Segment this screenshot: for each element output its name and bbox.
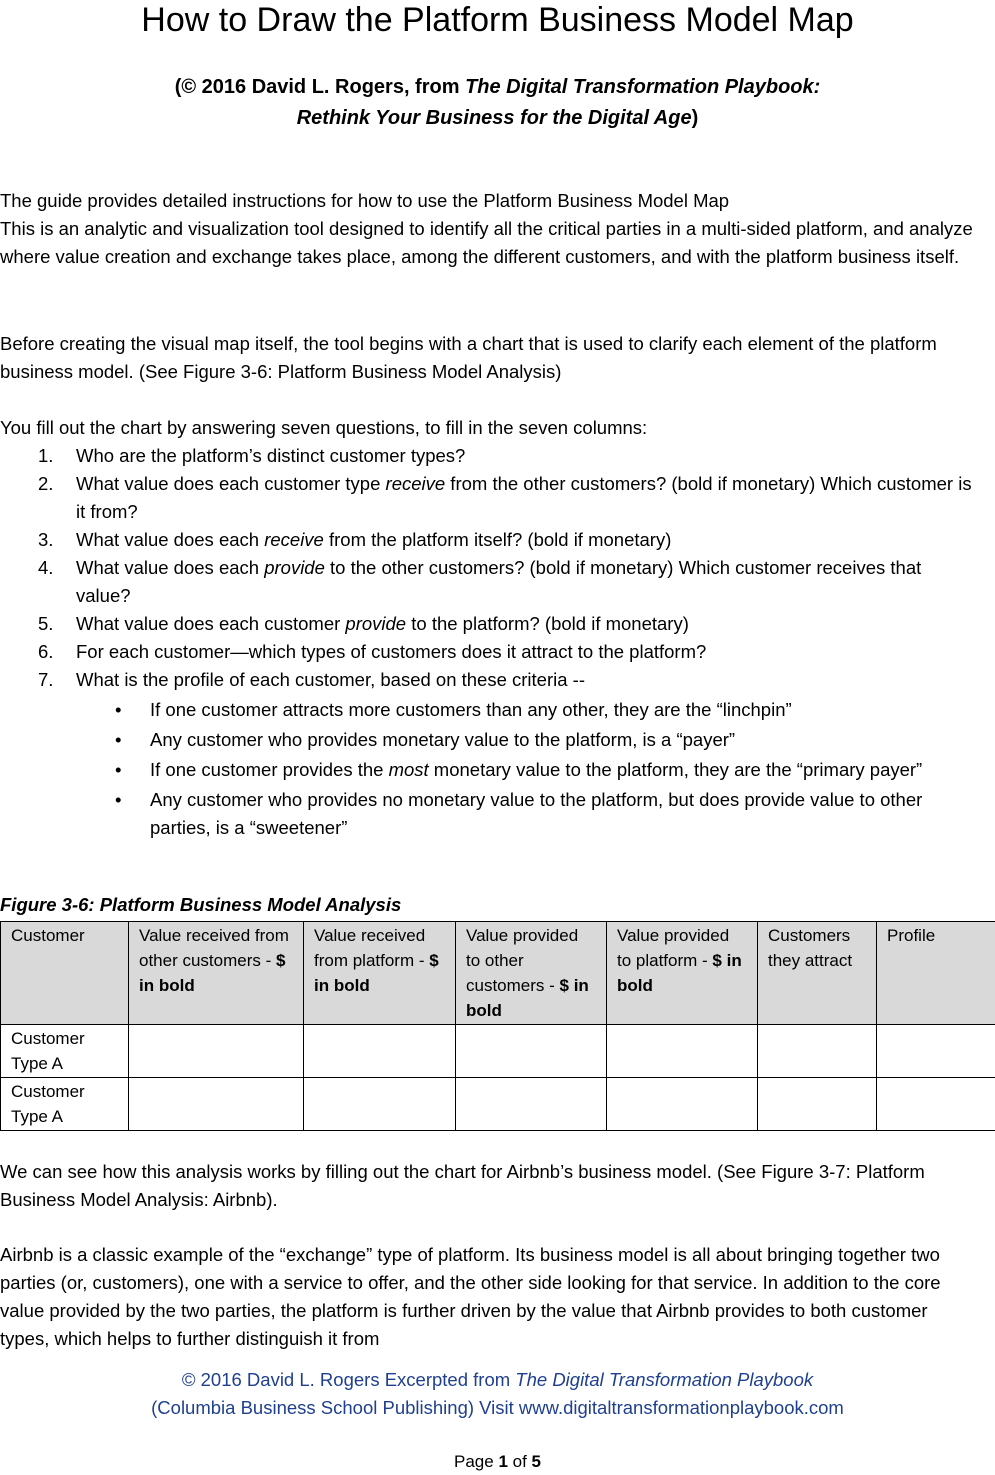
column-header: Value provided to platform - $ in bold	[607, 922, 758, 1025]
criteria-item: • If one customer provides the most monetary value to the platform, they are the “primary payer”	[0, 756, 975, 784]
chart-intro-paragraph	[0, 330, 975, 386]
bullet-icon: •	[115, 729, 122, 750]
intro-line-1: The guide provides detailed instructions for how to use the Platform Business Model Map	[0, 190, 730, 211]
table-cell	[456, 1078, 607, 1131]
table-cell	[758, 1025, 877, 1078]
airbnb-intro-paragraph	[0, 1158, 975, 1214]
criteria-item: • Any customer who provides monetary value to the platform, is a “payer”	[0, 726, 975, 754]
bullet-icon: •	[115, 759, 122, 780]
subtitle-prefix: (© 2016 David L. Rogers, from	[174, 76, 466, 98]
table-cell	[758, 1078, 877, 1131]
airbnb-paragraph	[0, 1241, 975, 1353]
book-title-part-2: Rethink Your Business for the Digital Age	[296, 107, 692, 129]
questions-section	[0, 414, 975, 842]
table-cell	[607, 1025, 758, 1078]
column-header: Value provided to other customers - $ in bold	[456, 922, 607, 1025]
question-item: 2. What value does each customer type receive from the other customers? (bold if monetary) Which customer is it from?	[38, 473, 972, 522]
subtitle-line-1	[0, 72, 995, 103]
bullet-icon: •	[115, 789, 122, 810]
question-item: 1. Who are the platform’s distinct customer types?	[38, 445, 466, 466]
subtitle-line-2	[0, 103, 995, 134]
table-cell	[877, 1025, 995, 1078]
table-cell	[129, 1078, 304, 1131]
column-header: Customers they attract	[758, 922, 877, 1025]
criteria-item: • Any customer who provides no monetary value to the platform, but does provide value to other parties, is a “sweetener”	[0, 786, 975, 842]
column-header: Profile	[877, 922, 995, 1025]
footer-line-2: (Columbia Business School Publishing) Visit www.digitaltransformationplaybook.com	[151, 1397, 844, 1418]
customer-cell: Customer Type A	[1, 1078, 129, 1131]
subtitle-suffix: )	[691, 107, 699, 129]
question-item: 6. For each customer—which types of customers does it attract to the platform?	[38, 641, 707, 662]
questions-list	[0, 442, 975, 694]
question-item: 5. What value does each customer provide to the platform? (bold if monetary)	[38, 613, 689, 634]
airbnb-text: Airbnb is a classic example of the “exchange” type of platform. Its business model is all about bringing together two parties (or, customers), one with a service to offer, and the other side looking for that service. In addition to the core value provided by the two parties, the platform is further driven by the value that Airbnb provides to both customer types, which helps to further distinguish it from	[0, 1244, 941, 1349]
intro-paragraph	[0, 187, 975, 271]
table-cell	[877, 1078, 995, 1131]
figure-caption: Figure 3-6: Platform Business Model Analysis	[0, 894, 402, 915]
analysis-table	[0, 921, 995, 1131]
airbnb-intro-text: We can see how this analysis works by filling out the chart for Airbnb’s business model. (See Figure 3-7: Platform Business Model Analysis: Airbnb).	[0, 1161, 925, 1210]
column-header: Value received from other customers - $ in bold	[129, 922, 304, 1025]
questions-intro: You fill out the chart by answering seven questions, to fill in the seven columns:	[0, 417, 648, 438]
table-row	[1, 1078, 995, 1131]
subtitle	[0, 72, 995, 134]
table-cell	[304, 1025, 456, 1078]
table-header-row	[1, 922, 995, 1025]
column-header: Value received from platform - $ in bold	[304, 922, 456, 1025]
question-item: 4. What value does each provide to the other customers? (bold if monetary) Which customer receives that value?	[38, 557, 922, 606]
table-row	[1, 1025, 995, 1078]
question-item: 3. What value does each receive from the platform itself? (bold if monetary)	[38, 529, 672, 550]
bullet-icon: •	[115, 699, 122, 720]
customer-cell: Customer Type A	[1, 1025, 129, 1078]
intro-line-2: This is an analytic and visualization tool designed to identify all the critical parties in a multi-sided platform, and analyze where value creation and exchange takes place, among the different customers, and with the platform business itself.	[0, 218, 973, 267]
question-item: 7. What is the profile of each customer, based on these criteria --	[38, 669, 585, 690]
page-title: How to Draw the Platform Business Model Map	[141, 1, 854, 39]
book-title-part-1: The Digital Transformation Playbook:	[465, 76, 821, 98]
table-cell	[456, 1025, 607, 1078]
footer-line-1: © 2016 David L. Rogers Excerpted from The Digital Transformation Playbook	[181, 1369, 814, 1390]
table-cell	[607, 1078, 758, 1131]
criteria-item: • If one customer attracts more customers than any other, they are the “linchpin”	[0, 696, 975, 724]
table-cell	[304, 1078, 456, 1131]
table-cell	[129, 1025, 304, 1078]
chart-intro-text: Before creating the visual map itself, the tool begins with a chart that is used to clarify each element of the platform business model. (See Figure 3-6: Platform Business Model Analysis)	[0, 333, 937, 382]
column-header: Customer	[1, 922, 129, 1025]
page-number: Page 1 of 5	[454, 1452, 541, 1471]
footer	[0, 1366, 995, 1422]
criteria-list	[0, 696, 975, 842]
